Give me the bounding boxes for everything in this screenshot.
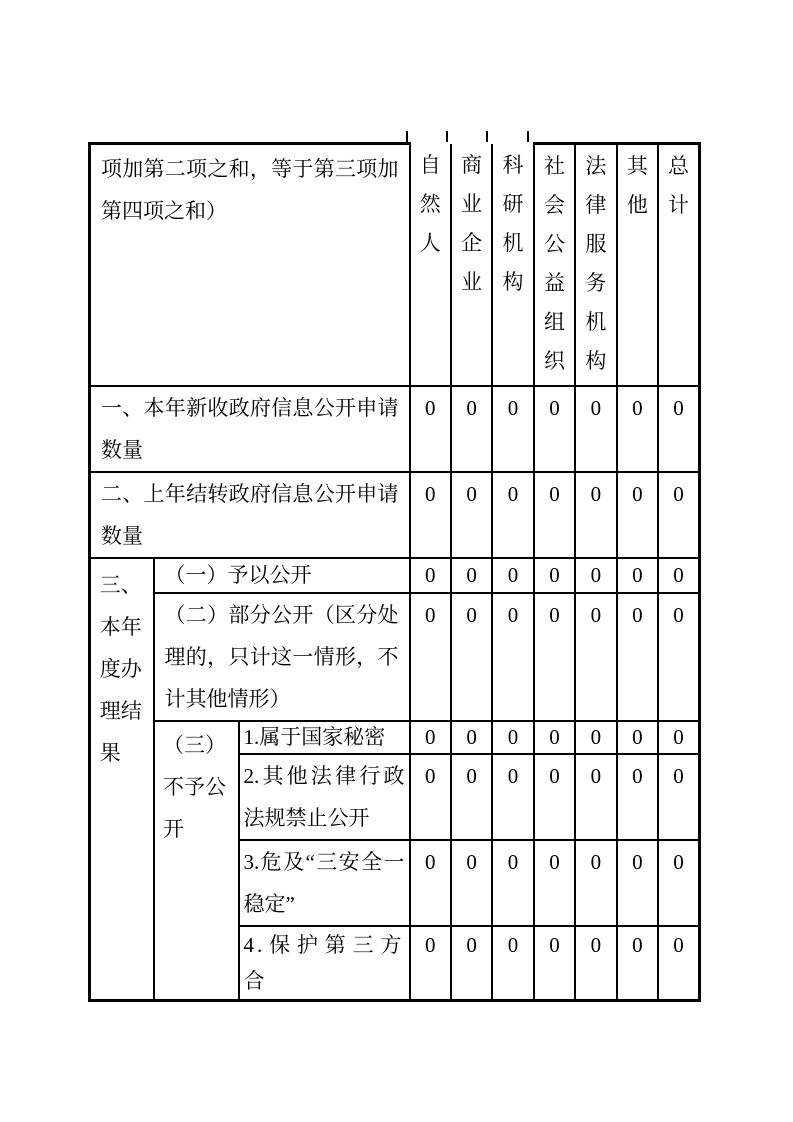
value-cell: 0 (492, 593, 533, 721)
table-continuation-tick (446, 131, 448, 142)
value-cell: 0 (451, 593, 492, 721)
col-header-total (658, 144, 699, 387)
value-cell: 0 (492, 754, 533, 840)
table-header-row (90, 144, 700, 387)
value-cell: 0 (492, 472, 533, 558)
value-cell: 0 (451, 926, 492, 1001)
row-label: （二）部分公开（区分处理的，只计这一情形，不计其他情形） (154, 593, 410, 721)
value-cell: 0 (534, 754, 575, 840)
col-header-label: 商业企业 (461, 152, 483, 294)
value-cell: 0 (617, 840, 658, 926)
col-header-social-organization (534, 144, 575, 387)
value-cell: 0 (575, 754, 616, 840)
value-cell: 0 (410, 472, 451, 558)
value-cell: 0 (534, 472, 575, 558)
value-cell: 0 (617, 754, 658, 840)
col-header-research-institution (492, 144, 533, 387)
row-label: （一）予以公开 (154, 558, 410, 593)
value-cell: 0 (451, 386, 492, 472)
value-cell: 0 (451, 754, 492, 840)
table-row (90, 386, 700, 472)
value-cell: 0 (534, 386, 575, 472)
table-row (90, 472, 700, 558)
row-label: 4.保护第三方合 (239, 926, 410, 1001)
value-cell: 0 (575, 840, 616, 926)
value-cell: 0 (658, 472, 699, 558)
value-cell: 0 (451, 472, 492, 558)
value-cell: 0 (617, 386, 658, 472)
value-cell: 0 (534, 926, 575, 1001)
row-label: 二、上年结转政府信息公开申请数量 (90, 472, 410, 558)
value-cell: 0 (451, 840, 492, 926)
row-label: 1.属于国家秘密 (239, 721, 410, 754)
section3-label-cell (90, 558, 154, 1001)
value-cell: 0 (617, 593, 658, 721)
value-cell: 0 (451, 558, 492, 593)
value-cell: 0 (534, 593, 575, 721)
header-note-cell: 项加第二项之和，等于第三项加第四项之和） (90, 144, 410, 387)
col-header-label: 总计 (668, 154, 690, 217)
value-cell: 0 (492, 840, 533, 926)
group3-label-cell (154, 721, 239, 1001)
table-row (90, 558, 700, 593)
value-cell: 0 (410, 926, 451, 1001)
value-cell: 0 (410, 721, 451, 754)
value-cell: 0 (534, 840, 575, 926)
group3-label: （三）不予公开 (163, 733, 226, 841)
col-header-legal-service-org (575, 144, 616, 387)
value-cell: 0 (575, 472, 616, 558)
value-cell: 0 (534, 558, 575, 593)
value-cell: 0 (575, 926, 616, 1001)
col-header-label: 社会公益组织 (543, 154, 565, 373)
value-cell: 0 (617, 472, 658, 558)
row-label: 一、本年新收政府信息公开申请数量 (90, 386, 410, 472)
table-continuation-tick (527, 131, 529, 142)
section3-label: 三、本年度办理结果 (99, 573, 142, 765)
col-header-natural-person (410, 144, 451, 387)
value-cell: 0 (658, 926, 699, 1001)
row-label: 2.其他法律行政法规禁止公开 (239, 754, 410, 840)
table-continuation-tick (406, 131, 408, 142)
value-cell: 0 (617, 558, 658, 593)
value-cell: 0 (658, 754, 699, 840)
col-header-label: 自然人 (419, 152, 441, 255)
value-cell: 0 (617, 926, 658, 1001)
value-cell: 0 (575, 593, 616, 721)
row-label: 3.危及“三安全一稳定” (239, 840, 410, 926)
value-cell: 0 (658, 721, 699, 754)
value-cell: 0 (575, 558, 616, 593)
value-cell: 0 (410, 593, 451, 721)
value-cell: 0 (451, 721, 492, 754)
value-cell: 0 (575, 386, 616, 472)
value-cell: 0 (658, 558, 699, 593)
table-row (90, 721, 700, 754)
disclosure-statistics-table (88, 142, 701, 1002)
col-header-commercial-enterprise (451, 144, 492, 387)
table-continuation-tick (486, 131, 488, 142)
col-header-label: 其他 (626, 154, 648, 217)
value-cell: 0 (658, 386, 699, 472)
value-cell: 0 (492, 721, 533, 754)
value-cell: 0 (617, 721, 658, 754)
value-cell: 0 (410, 840, 451, 926)
value-cell: 0 (410, 558, 451, 593)
value-cell: 0 (492, 386, 533, 472)
value-cell: 0 (492, 558, 533, 593)
table-row (90, 593, 700, 721)
value-cell: 0 (534, 721, 575, 754)
col-header-label: 法律服务机构 (585, 154, 607, 373)
col-header-other (617, 144, 658, 387)
value-cell: 0 (658, 840, 699, 926)
value-cell: 0 (575, 721, 616, 754)
value-cell: 0 (410, 754, 451, 840)
value-cell: 0 (492, 926, 533, 1001)
value-cell: 0 (658, 593, 699, 721)
value-cell: 0 (410, 386, 451, 472)
col-header-label: 科研机构 (502, 152, 524, 294)
